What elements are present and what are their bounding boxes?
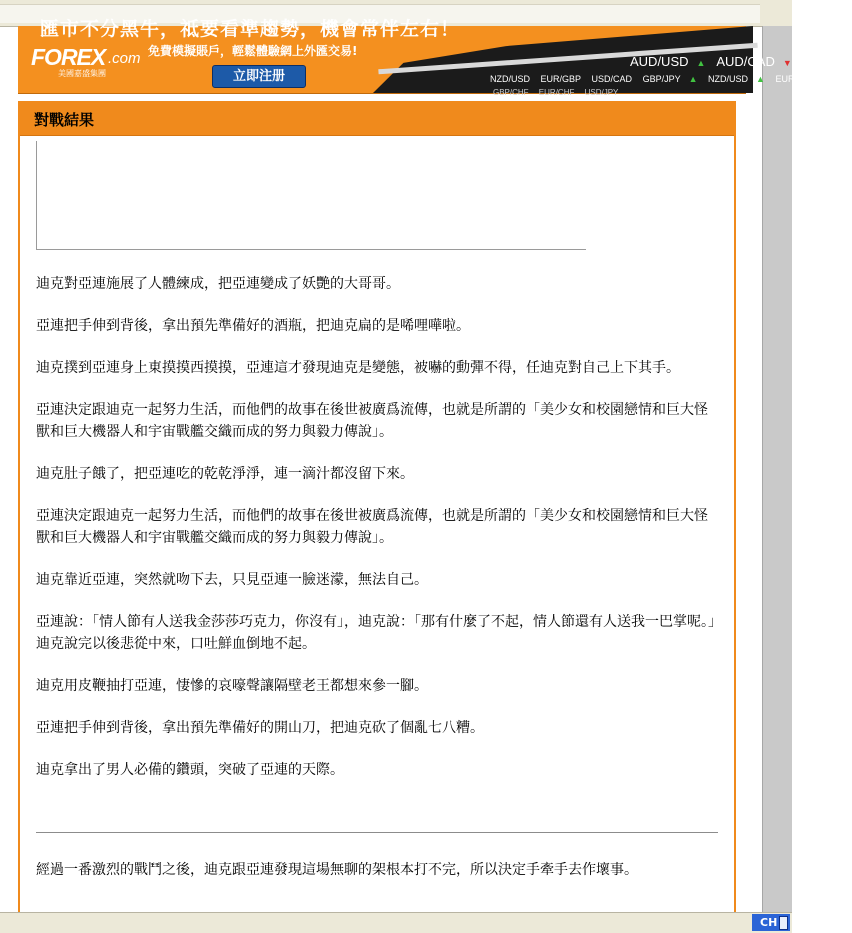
browser-status-bar [0, 912, 792, 933]
down-arrow-icon: ▼ [782, 58, 792, 68]
story-paragraph: 迪克用皮鞭抽打亞連，悽慘的哀嚎聲讓隔壁老王都想來參一腳。 [36, 678, 428, 694]
panel-title: 對戰結果 [34, 111, 95, 129]
language-code: CH [760, 916, 778, 929]
page-right-gutter [762, 26, 792, 912]
ticker-pair: GBP/CHF [493, 88, 529, 97]
up-arrow-icon: ▲ [756, 74, 765, 84]
ticker-pair: EUR/G [775, 74, 804, 84]
section-divider [36, 832, 718, 833]
story-paragraph: 亞連說：「情人節有人送我金莎莎巧克力，你沒有」，迪克說：「那有什麼了不起，情人節還有人送我一巴掌呢。」迪克說完以後悲從中來，口吐鮮血倒地不起。 [36, 614, 715, 652]
ticker-pair: NZD/USD [490, 74, 530, 84]
ticker-pair: USD/CAD [591, 74, 633, 84]
ticker-lower [490, 74, 812, 84]
banner-slogan: 匯市不分黑牛，祗要看準趨勢，機會常伴左右！ [40, 18, 461, 40]
story-paragraph: 亞連把手伸到背後，拿出預先準備好的開山刀，把迪克砍了個亂七八糟。 [36, 720, 484, 736]
ticker-pair: EUR/GBP [540, 74, 582, 84]
story-paragraph: 亞連決定跟迪克一起努力生活，而他們的故事在後世被廣爲流傳，也就是所謂的「美少女和校園戀情和巨大怪獸和巨大機器人和宇宙戰艦交織而成的努力與毅力傳說」。 [36, 402, 708, 440]
battle-conclusion: 經過一番激烈的戰鬥之後，迪克跟亞連發現這場無聊的架根本打不完，所以決定手牽手去作壞事。 [36, 862, 638, 878]
story-paragraph: 迪克肚子餓了，把亞連吃的乾乾淨淨，連一滴汁都沒留下來。 [36, 466, 414, 482]
up-arrow-icon: ▲ [688, 74, 698, 84]
panel-header [20, 103, 734, 136]
banner-tagline: 免費模擬賬戶，輕鬆體驗網上外匯交易! [148, 44, 358, 58]
embedded-frame [36, 141, 586, 250]
forex-logo-suffix: .com [108, 50, 141, 67]
language-menu-icon[interactable] [779, 916, 788, 930]
language-indicator[interactable] [752, 914, 790, 931]
ticker-pair: EUR/CHF [538, 88, 575, 97]
forex-logo-subtitle: 美國嘉盛集團 [58, 69, 106, 78]
story-paragraph: 亞連決定跟迪克一起努力生活，而他們的故事在後世被廣爲流傳，也就是所謂的「美少女和校園戀情和巨大怪獸和巨大機器人和宇宙戰艦交織而成的努力與毅力傳說」。 [36, 508, 708, 546]
story-paragraph: 迪克撲到亞連身上東摸摸西摸摸，亞連這才發現迪克是變態，被嚇的動彈不得，任迪克對自己上下其手。 [36, 360, 680, 376]
ticker-pair: AUD/USD [630, 54, 689, 69]
story-paragraph: 迪克拿出了男人必備的鑽頭，突破了亞連的天際。 [36, 762, 344, 778]
story-paragraph: 迪克對亞連施展了人體練成，把亞連變成了妖艷的大哥哥。 [36, 276, 400, 292]
up-arrow-icon: ▲ [696, 58, 706, 68]
forex-ad-banner[interactable] [18, 18, 844, 97]
register-now-button[interactable]: 立即注册 [212, 65, 306, 88]
story-paragraph: 亞連把手伸到背後，拿出預先準備好的酒瓶，把迪克扁的是唏哩嘩啦。 [36, 318, 470, 334]
ticker-pair: GBP/JPY [642, 74, 681, 84]
forex-logo: FOREX [31, 44, 106, 70]
battle-result-panel [18, 101, 736, 914]
ticker-pair: EUR/C [803, 54, 844, 69]
ticker-main [630, 54, 852, 69]
gutter-edge [762, 26, 763, 912]
ticker-pair: USD/JPY [584, 88, 619, 97]
battle-story [36, 273, 720, 801]
ticker-tiny [493, 88, 626, 97]
ticker-pair: NZD/USD [708, 74, 749, 84]
ticker-pair: AUD/CAD [716, 54, 775, 69]
story-paragraph: 迪克靠近亞連，突然就吻下去，只見亞連一臉迷濛，無法自己。 [36, 572, 428, 588]
